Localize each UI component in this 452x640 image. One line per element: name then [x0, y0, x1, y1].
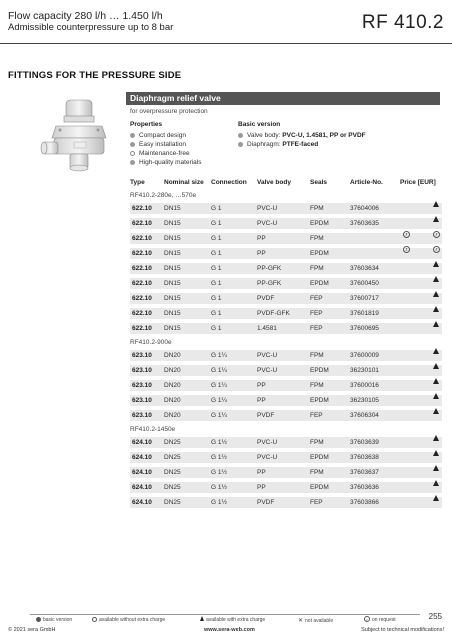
cell-article-no: 36230105 [350, 397, 379, 404]
cell-connection: G 1 [211, 325, 222, 332]
on-request-icon: r [433, 231, 440, 238]
cell-connection: G 1 [211, 250, 222, 257]
cell-seals: FPM [310, 469, 324, 476]
header-type: Type [130, 179, 145, 186]
group-label: RF410.2-1450e [130, 426, 176, 433]
cell-type: 622.10 [132, 220, 152, 227]
table-row [130, 497, 442, 508]
table-row [130, 203, 442, 214]
cell-valve-body: PP-GFK [257, 280, 282, 287]
legend-not-available: ✕ not available [298, 618, 334, 624]
triangle-icon [433, 291, 439, 297]
group-label: RF410.2-280e, …570e [130, 192, 197, 199]
cell-nominal-size: DN20 [164, 352, 181, 359]
cell-article-no: 37604006 [350, 205, 379, 212]
basic-version-diaphragm: Diaphragm: PTFE-faced [238, 140, 366, 149]
triangle-icon [433, 261, 439, 267]
table-row [130, 293, 442, 304]
triangle-icon [433, 216, 439, 222]
cell-type: 622.10 [132, 265, 152, 272]
bullet-open-dot-icon [130, 151, 135, 156]
on-request-icon: r [433, 246, 440, 253]
page-footer [0, 624, 452, 640]
cell-nominal-size: DN15 [164, 235, 181, 242]
cell-nominal-size: DN15 [164, 295, 181, 302]
cell-seals: FPM [310, 439, 324, 446]
table-row [130, 263, 442, 274]
cell-nominal-size: DN20 [164, 412, 181, 419]
table-row [130, 437, 442, 448]
cell-article-no: 37603637 [350, 469, 379, 476]
triangle-icon [433, 306, 439, 312]
cell-valve-body: 1.4581 [257, 325, 277, 332]
cell-seals: EPDM [310, 454, 329, 461]
cell-seals: FPM [310, 235, 324, 242]
triangle-icon [433, 201, 439, 207]
cell-valve-body: PP [257, 469, 266, 476]
legend-without-charge: available without extra charge [92, 617, 165, 623]
triangle-icon [433, 393, 439, 399]
footer-note: Subject to technical modifications! [361, 627, 444, 633]
basic-version-valve-body: Valve body: PVC-U, 1.4581, PP or PVDF [238, 131, 366, 140]
cell-type: 624.10 [132, 454, 152, 461]
cell-connection: G 1¼ [211, 367, 227, 374]
cell-type: 623.10 [132, 367, 152, 374]
cell-nominal-size: DN25 [164, 484, 181, 491]
cell-article-no: 37603635 [350, 220, 379, 227]
group-label: RF410.2-900e [130, 339, 172, 346]
triangle-icon [200, 616, 204, 621]
cell-valve-body: PVC-U [257, 454, 278, 461]
cell-article-no: 37603634 [350, 265, 379, 272]
cell-connection: G 1 [211, 205, 222, 212]
cell-nominal-size: DN25 [164, 454, 181, 461]
filled-dot-icon [36, 617, 41, 622]
cell-valve-body: PP [257, 250, 266, 257]
cell-type: 622.10 [132, 205, 152, 212]
cell-type: 624.10 [132, 499, 152, 506]
on-request-icon: r [403, 246, 410, 253]
triangle-icon [433, 465, 439, 471]
table-row [130, 248, 442, 259]
model-number: RF 410.2 [361, 12, 444, 33]
product-subtitle: for overpressure protection [130, 108, 208, 115]
cell-seals: EPDM [310, 397, 329, 404]
property-item: Compact design [130, 131, 202, 140]
cell-seals: FPM [310, 352, 324, 359]
cell-type: 623.10 [132, 397, 152, 404]
table-row [130, 278, 442, 289]
bullet-dot-icon [130, 142, 135, 147]
table-row [130, 482, 442, 493]
open-dot-icon [92, 617, 97, 622]
header-seals: Seals [310, 179, 327, 186]
triangle-icon [433, 276, 439, 282]
triangle-icon [433, 435, 439, 441]
table-row [130, 410, 442, 421]
header-counterpressure: Admissible counterpressure up to 8 bar [8, 22, 174, 33]
triangle-icon [433, 378, 439, 384]
table-row [130, 365, 442, 376]
header-flow-capacity: Flow capacity 280 l/h … 1.450 l/h [8, 10, 163, 22]
cell-seals: EPDM [310, 484, 329, 491]
cell-valve-body: PVDF [257, 295, 275, 302]
cell-valve-body: PVDF [257, 499, 275, 506]
cell-article-no: 36230101 [350, 367, 379, 374]
property-item: High-quality materials [130, 158, 202, 167]
table-row [130, 323, 442, 334]
cell-nominal-size: DN25 [164, 469, 181, 476]
cell-nominal-size: DN25 [164, 499, 181, 506]
cell-nominal-size: DN15 [164, 265, 181, 272]
cell-connection: G 1½ [211, 499, 227, 506]
cell-article-no: 37600450 [350, 280, 379, 287]
property-item: Easy installation [130, 140, 202, 149]
cell-seals: FEP [310, 310, 323, 317]
table-row [130, 218, 442, 229]
cell-nominal-size: DN20 [164, 382, 181, 389]
cell-seals: FEP [310, 499, 323, 506]
cell-valve-body: PVC-U [257, 367, 278, 374]
cell-seals: EPDM [310, 250, 329, 257]
cell-nominal-size: DN25 [164, 439, 181, 446]
cell-type: 623.10 [132, 352, 152, 359]
legend-with-charge: available with extra charge [200, 617, 265, 623]
cell-type: 622.10 [132, 310, 152, 317]
cell-connection: G 1 [211, 310, 222, 317]
cell-type: 624.10 [132, 484, 152, 491]
valve-product-image [40, 98, 120, 176]
cell-connection: G 1 [211, 265, 222, 272]
bullet-dot-icon [130, 133, 135, 138]
cell-valve-body: PVC-U [257, 220, 278, 227]
legend-on-request: r on request [364, 617, 396, 623]
triangle-icon [433, 363, 439, 369]
cell-seals: FPM [310, 205, 324, 212]
cell-connection: G 1 [211, 280, 222, 287]
table-row [130, 380, 442, 391]
section-title: FITTINGS FOR THE PRESSURE SIDE [8, 70, 182, 81]
header-article-no: Article-No. [350, 179, 383, 186]
cell-nominal-size: DN20 [164, 367, 181, 374]
product-title-bar [126, 92, 440, 105]
header-price: Price [EUR] [400, 179, 436, 186]
cell-seals: EPDM [310, 367, 329, 374]
cell-type: 623.10 [132, 382, 152, 389]
triangle-icon [433, 348, 439, 354]
product-title: Diaphragm relief valve [130, 93, 221, 103]
page-number: 255 [428, 612, 442, 621]
cell-type: 624.10 [132, 469, 152, 476]
table-row [130, 395, 442, 406]
cell-article-no: 37600717 [350, 295, 379, 302]
bullet-dot-icon [130, 160, 135, 165]
cell-valve-body: PP-GFK [257, 265, 282, 272]
bullet-dot-icon [238, 133, 243, 138]
cell-article-no: 37606304 [350, 412, 379, 419]
cell-seals: FEP [310, 412, 323, 419]
header-nominal-size: Nominal size [164, 179, 204, 186]
cell-valve-body: PVDF-GFK [257, 310, 290, 317]
cell-type: 624.10 [132, 439, 152, 446]
legend-basic: basic version [36, 617, 72, 623]
cell-valve-body: PVC-U [257, 352, 278, 359]
cell-nominal-size: DN15 [164, 205, 181, 212]
cell-nominal-size: DN15 [164, 280, 181, 287]
cell-article-no: 37600009 [350, 352, 379, 359]
cell-article-no: 37603638 [350, 454, 379, 461]
cell-connection: G 1½ [211, 454, 227, 461]
cell-article-no: 37600695 [350, 325, 379, 332]
cross-icon: ✕ [298, 618, 304, 624]
basic-version-list [238, 131, 366, 149]
cell-valve-body: PP [257, 382, 266, 389]
cell-connection: G 1¼ [211, 397, 227, 404]
cell-nominal-size: DN15 [164, 325, 181, 332]
triangle-icon [433, 408, 439, 414]
cell-type: 622.10 [132, 250, 152, 257]
cell-connection: G 1¼ [211, 382, 227, 389]
table-header [130, 179, 442, 189]
properties-heading: Properties [130, 121, 163, 128]
cell-article-no: 37601819 [350, 310, 379, 317]
cell-nominal-size: DN15 [164, 250, 181, 257]
cell-connection: G 1 [211, 220, 222, 227]
cell-nominal-size: DN15 [164, 220, 181, 227]
cell-connection: G 1½ [211, 439, 227, 446]
table-row [130, 467, 442, 478]
triangle-icon [433, 495, 439, 501]
triangle-icon [433, 480, 439, 486]
cell-valve-body: PP [257, 235, 266, 242]
table-row [130, 350, 442, 361]
on-request-icon: r [364, 616, 370, 622]
property-item: Maintenance-free [130, 149, 202, 158]
website-link[interactable]: www.sera-web.com [204, 627, 255, 633]
cell-connection: G 1¼ [211, 352, 227, 359]
cell-connection: G 1 [211, 295, 222, 302]
cell-seals: EPDM [310, 220, 329, 227]
cell-seals: FPM [310, 265, 324, 272]
copyright: © 2021 sera GmbH [8, 627, 56, 633]
cell-valve-body: PP [257, 397, 266, 404]
cell-article-no: 37600016 [350, 382, 379, 389]
cell-nominal-size: DN20 [164, 397, 181, 404]
cell-seals: FEP [310, 325, 323, 332]
cell-connection: G 1½ [211, 469, 227, 476]
cell-valve-body: PVC-U [257, 439, 278, 446]
cell-valve-body: PVC-U [257, 205, 278, 212]
cell-article-no: 37603866 [350, 499, 379, 506]
table-row [130, 308, 442, 319]
cell-connection: G 1¼ [211, 412, 227, 419]
cell-article-no: 37603639 [350, 439, 379, 446]
legend [30, 614, 420, 622]
page-header [0, 0, 452, 44]
triangle-icon [433, 450, 439, 456]
triangle-icon [433, 321, 439, 327]
table-row [130, 452, 442, 463]
properties-list [130, 131, 202, 167]
cell-type: 622.10 [132, 295, 152, 302]
table-row [130, 233, 442, 244]
header-valve-body: Valve body [257, 179, 291, 186]
cell-valve-body: PP [257, 484, 266, 491]
cell-seals: FEP [310, 295, 323, 302]
cell-seals: FPM [310, 382, 324, 389]
cell-type: 622.10 [132, 325, 152, 332]
cell-seals: EPDM [310, 280, 329, 287]
cell-type: 622.10 [132, 235, 152, 242]
basic-version-heading: Basic version [238, 121, 281, 128]
cell-type: 623.10 [132, 412, 152, 419]
cell-article-no: 37603636 [350, 484, 379, 491]
cell-connection: G 1 [211, 235, 222, 242]
cell-nominal-size: DN15 [164, 310, 181, 317]
header-connection: Connection [211, 179, 247, 186]
cell-connection: G 1½ [211, 484, 227, 491]
cell-type: 622.10 [132, 280, 152, 287]
cell-valve-body: PVDF [257, 412, 275, 419]
on-request-icon: r [403, 231, 410, 238]
bullet-dot-icon [238, 142, 243, 147]
